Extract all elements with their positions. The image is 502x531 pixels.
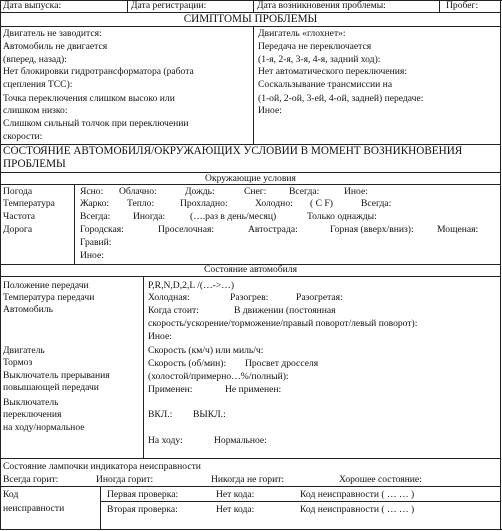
drive-normal-option[interactable]: Нормальное:: [214, 435, 267, 446]
engine-label: Двигатель: [3, 345, 45, 356]
weather-label: Погода: [3, 186, 33, 197]
throttle-field[interactable]: Просвет дросселя: [245, 358, 319, 369]
road-paved[interactable]: Мощеная:: [437, 224, 479, 235]
registration-date-field[interactable]: Дата регистрации:: [131, 0, 207, 11]
symptom-harsh-shift[interactable]: Слишком сильный толчок при переключении: [3, 118, 189, 129]
weather-clear[interactable]: Ясно:: [80, 186, 104, 197]
weather-always[interactable]: Всегда:: [289, 186, 320, 197]
road-label: Дорога: [3, 224, 33, 235]
rule: [0, 276, 501, 277]
freq-sometimes[interactable]: Иногда:: [133, 211, 166, 222]
weather-cloudy[interactable]: Облачно:: [119, 186, 157, 197]
second-check-no-code[interactable]: Нет кода:: [216, 504, 255, 515]
environment-title: Окружающие условия: [205, 173, 296, 184]
symptom-other[interactable]: Иное:: [258, 105, 282, 116]
brake-label: Тормоз: [3, 357, 33, 368]
rule: [0, 529, 502, 530]
symptom-slipping[interactable]: Соскальзывание трансмиссии на: [258, 79, 393, 90]
temp-cool[interactable]: Прохладно:: [180, 198, 228, 209]
switch-off-option[interactable]: ВЫКЛ.:: [193, 409, 226, 420]
trans-temp-label: Температура передачи: [3, 292, 95, 303]
car-stopped-option[interactable]: Когда стоит:: [148, 305, 199, 316]
indicator-never-on[interactable]: Никогда не горит:: [211, 474, 285, 485]
temp-hot[interactable]: Жарко:: [80, 198, 110, 209]
problem-date-field[interactable]: Дата возникновения проблемы:: [257, 0, 386, 11]
temperature-label: Температура: [3, 198, 55, 209]
temp-cold[interactable]: Холодно:: [255, 198, 293, 209]
rule: [253, 0, 254, 12]
symptom-engine-not-start[interactable]: Двигатель не заводится:: [3, 28, 102, 39]
symptom-no-upshift[interactable]: Передача не переключается: [258, 41, 372, 52]
first-check-no-code[interactable]: Нет кода:: [216, 489, 255, 500]
first-check-code[interactable]: Код неисправности ( … … ): [300, 489, 415, 500]
temp-warm-option[interactable]: Разогретая:: [296, 292, 343, 303]
brake-not-applied-option[interactable]: Не применен:: [225, 384, 282, 395]
symptom-no-lockup[interactable]: Нет блокировки гидротрансформатора (работа: [3, 66, 194, 77]
weather-snow[interactable]: Снег:: [244, 186, 267, 197]
symptom-no-auto-shift[interactable]: Нет автоматического переключения:: [258, 66, 407, 77]
car-moving-option[interactable]: В движении (постоянная: [234, 305, 336, 316]
condition-title: СОСТОЯНИЕ АВТОМОБИЛЯ/ОКРУЖАЮЩИХ УСЛОВИИ В МОМЕНТ ВОЗНИКНОВЕНИЯ: [3, 145, 463, 157]
car-moving-detail: скорость/ускорение/торможение/правый поворот/левый поворот):: [148, 318, 418, 329]
weather-rain[interactable]: Дождь:: [185, 186, 215, 197]
vehicle-label: Автомобиль: [3, 304, 53, 315]
shift-switch-label: Выключатель: [3, 397, 59, 408]
road-mountain[interactable]: Горная (вверх/вниз):: [330, 224, 414, 235]
rule: [0, 0, 502, 1]
symptoms-title: СИМПТОМЫ ПРОБЛЕМЫ: [183, 13, 318, 25]
gear-position-label: Положение передачи: [3, 280, 89, 291]
road-country[interactable]: Проселочная:: [158, 224, 215, 235]
temp-always[interactable]: Всегда:: [361, 198, 392, 209]
gear-positions[interactable]: P,R,N,D,2,L /(…->…): [148, 280, 235, 291]
symptom-shift-point-detail: слишком низко:: [3, 105, 68, 116]
freq-times[interactable]: (….раз в день/месяц): [190, 211, 277, 222]
rule: [127, 0, 128, 12]
first-check-label: Первая проверка:: [107, 489, 179, 500]
issue-date-field[interactable]: Дата выпуска:: [3, 0, 62, 11]
second-check-label: Вторая проверка:: [107, 504, 178, 515]
indicator-good[interactable]: Хорошее состояние:: [339, 474, 422, 485]
road-highway[interactable]: Автострада:: [248, 224, 298, 235]
symptom-car-not-move-detail: (вперед, назад):: [3, 54, 67, 65]
freq-once[interactable]: Только однажды:: [307, 211, 377, 222]
overdrive-label: Выключатель прерывания: [3, 370, 110, 381]
overdrive-label-cont: повышающей передачи: [3, 382, 99, 393]
symptom-no-upshift-detail: (1-я, 2-я, 3-я, 4-я, задний ход):: [258, 54, 381, 65]
symptom-shift-point[interactable]: Точка переключения слишком высоко или: [3, 93, 175, 104]
temp-unit[interactable]: ( C F): [310, 198, 333, 209]
throttle-detail: (холостой/примерно…%/полный):: [148, 371, 289, 382]
rule: [74, 184, 75, 264]
symptom-car-not-move[interactable]: Автомобиль не двигается: [3, 41, 108, 52]
road-other[interactable]: Иное:: [80, 250, 104, 261]
fault-code-label: Код: [3, 489, 19, 500]
temp-cold-option[interactable]: Холодная:: [148, 292, 190, 303]
rule: [439, 0, 440, 12]
car-other-option[interactable]: Иное:: [148, 331, 172, 342]
indicator-always-on[interactable]: Всегда горит:: [3, 474, 59, 485]
shift-switch-label-cont: переключения: [3, 409, 62, 420]
temp-warm[interactable]: Тепло:: [127, 198, 155, 209]
rule: [143, 276, 144, 458]
rule: [100, 486, 101, 530]
freq-always[interactable]: Всегда:: [80, 211, 111, 222]
rule: [100, 501, 501, 502]
second-check-code[interactable]: Код неисправности ( … … ): [300, 504, 415, 515]
road-city[interactable]: Городская:: [80, 224, 124, 235]
engine-rpm-field[interactable]: Скорость (об/мин):: [148, 358, 227, 369]
drive-on-move-option[interactable]: На ходу:: [148, 435, 183, 446]
condition-title-cont: ПРОБЛЕМЫ: [3, 158, 66, 170]
symptom-harsh-shift-detail: скорости:: [3, 131, 43, 142]
indicator-title: Состояние лампочки индикатора неисправности: [3, 461, 201, 472]
fault-code-label-cont: неисправности: [3, 503, 65, 514]
weather-other[interactable]: Иное:: [344, 186, 368, 197]
indicator-sometimes-on[interactable]: Иногда горит:: [96, 474, 154, 485]
temp-warming-option[interactable]: Разогрев:: [230, 292, 269, 303]
shift-switch-label-cont2: на ходу/нормальное: [3, 422, 85, 433]
vehicle-state-title: Состояние автомобиля: [203, 264, 298, 275]
rule: [0, 458, 501, 459]
symptom-slipping-detail: (1-ой, 2-ой, 3-ей, 4-ой, задней) передаче:: [258, 93, 424, 104]
rule: [0, 486, 501, 487]
rule: [253, 26, 254, 144]
mileage-field[interactable]: Пробег:: [446, 0, 479, 11]
road-gravel[interactable]: Гравий:: [80, 237, 112, 248]
switch-on-option[interactable]: ВКЛ.:: [148, 409, 173, 420]
engine-speed-field[interactable]: Скорость (км/ч) или миль/ч:: [148, 345, 264, 356]
rule: [0, 26, 501, 27]
symptom-no-lockup-detail: сцепления ТСС):: [3, 79, 73, 90]
symptom-engine-stalls[interactable]: Двигатель «глохнет»:: [258, 28, 346, 39]
brake-applied-option[interactable]: Применен:: [148, 384, 193, 395]
frequency-label: Частота: [3, 211, 36, 222]
